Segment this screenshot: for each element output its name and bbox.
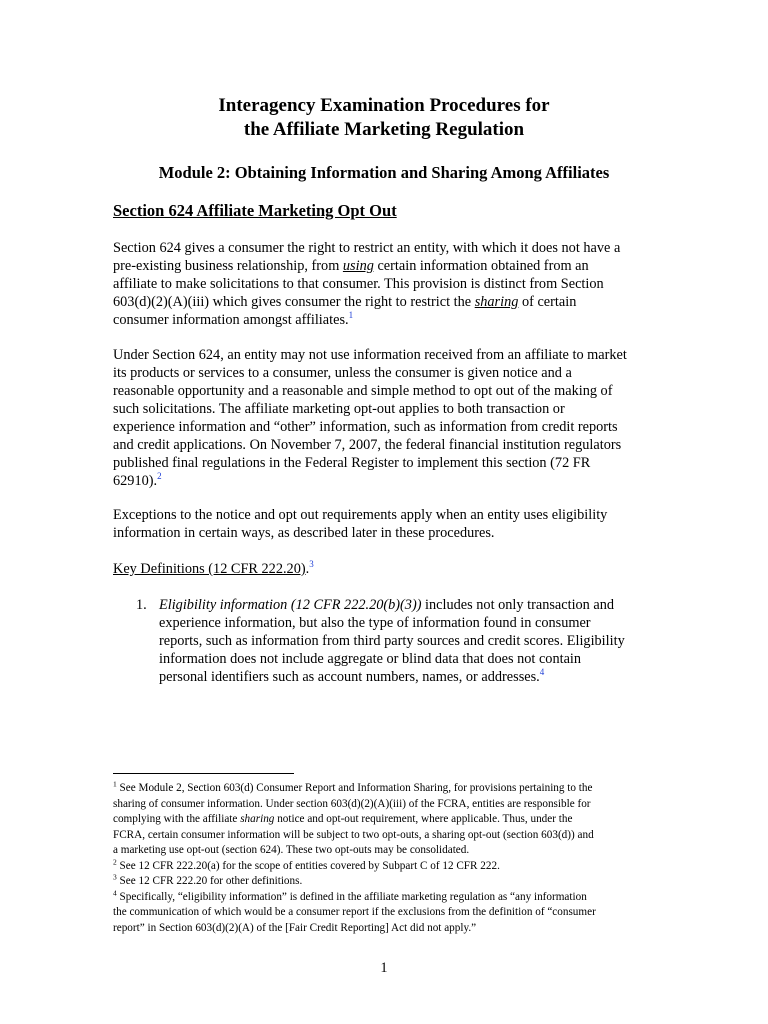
footnote-4: $^4$ Specifically, “eligibility information” is defined in the affiliate marketing regulation as “any information (113, 887, 587, 903)
section-title: Section 624 Affiliate Marketing Opt Out (113, 201, 397, 220)
title-line-1: Interagency Examination Procedures for (218, 95, 550, 116)
definition-eligibility-information: Eligibility information (12 CFR 222.20(b)(3)) includes not only transaction and experience information, but also the type of information found in consumer reports, such as information from third party sources and credit scores. Eligibility information does not include aggregate or blind data that does not contain personal identifiers such as account numbers, names, or addresses.$^4$ (159, 597, 625, 685)
footnote-2: $^2$ See 12 CFR 222.20(a) for the scope of entities covered by Subpart C of 12 CFR 222. (113, 856, 500, 872)
page-number: 1 (380, 960, 388, 976)
footnote-separator (113, 773, 294, 774)
module-title: Module 2: Obtaining Information and Sharing Among Affiliates (158, 163, 610, 182)
document-title (0, 94, 768, 142)
footnotes: $^1$ See Module 2, Section 603(d) Consumer Report and Information Sharing, for provisions pertaining to the sharing of consumer information. Under section 603(d)(2)(A)(iii) of the FCRA, entities are responsible for complying with the affiliate sharing notice and opt-out requirement, where applicable. Thus, under the FCRA, certain consumer information will be subject to two opt-outs, a sharing opt-out (section 603(d)) and a marketing use opt-out (section 624). These two opt-outs may be consolidated. $^2$ See 12 CFR 222.20(a) for the scope of entities covered by Subpart C of 12 CFR 222. $^3$ See 12 CFR 222.20 for other definitions. $^4$ Specifically, “eligibility information” is defined in the affiliate marketing regulation as “any information the communication of which would be a consumer report if the exclusions from the definition of “consumer report” in Section 603(d)(2)(A) of the [Fair Credit Reporting] Act did not apply.” (113, 781, 673, 936)
footnote-ref-2[interactable]: 2 (157, 471, 162, 482)
footnote-1: $^1$ See Module 2, Section 603(d) Consumer Report and Information Sharing, for provisions pertaining to the (113, 779, 593, 794)
paragraph-3: Exceptions to the notice and opt out requirements apply when an entity uses eligibility information in certain ways, as described later in these procedures. (113, 507, 608, 541)
emphasis-using: using (342, 258, 374, 274)
footnote-3: $^3$ See 12 CFR 222.20 for other definitions. (113, 872, 303, 887)
paragraph-2: Under Section 624, an entity may not use information received from an affiliate to market its products or services to a consumer, unless the consumer is given notice and a reasonable opportunity and a reasonable and simple method to opt out of the making of such solicitations. The affiliate marketing opt-out applies to both transaction or experience information and “other” information, such as information from credit reports and credit applications. On November 7, 2007, the federal financial institution regulators published final regulations in the Federal Register to implement this section (72 FR 62910).$^2$ (113, 347, 627, 489)
footnote-ref-1[interactable]: 1 (348, 310, 354, 321)
title-line-2: the Affiliate Marketing Regulation (243, 119, 525, 140)
definition-term: Eligibility information (12 CFR 222.20(b)(3)) (159, 597, 422, 613)
emphasis-sharing: sharing (474, 294, 519, 310)
paragraph-1: Section 624 gives a consumer the right to restrict an entity, with which it does not have a pre-existing business relationship, from using certain information obtained from an affiliate to make solicitations to that consumer. This provision is distinct from Section 603(d)(2)(A)(iii) which gives consumer the right to restrict the sharing of certain consumer information amongst affiliates.$^1$ (113, 240, 621, 328)
definition-number: 1. (136, 597, 147, 613)
footnote-ref-3[interactable]: 3 (309, 559, 314, 570)
key-definitions-heading: Key Definitions (12 CFR 222.20).$^3$ (113, 559, 314, 577)
footnote-ref-4[interactable]: 4 (539, 667, 545, 678)
